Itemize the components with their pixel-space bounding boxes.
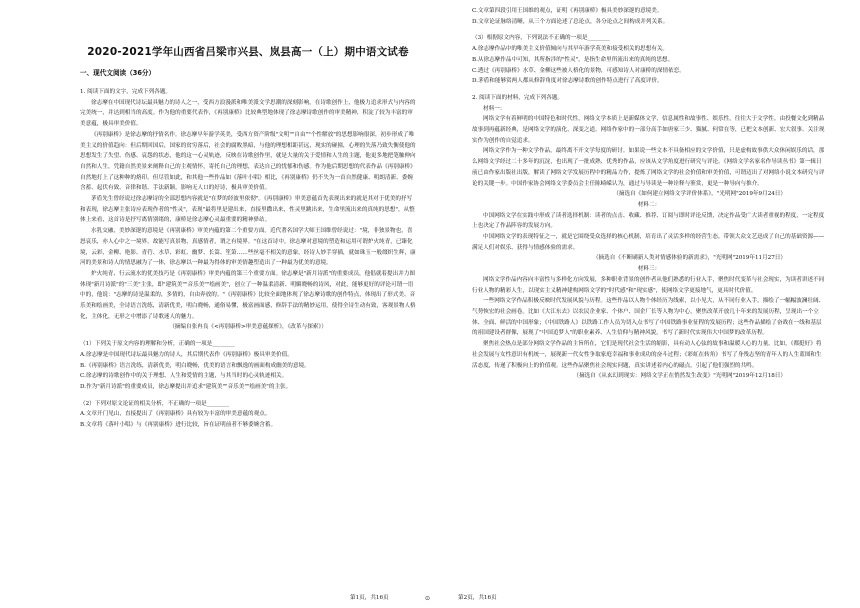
option-c: C.徐志摩的诗歌创作中的关于理想、人生和爱情的主题，与其当时的心灵轨迹相关。 <box>80 373 288 380</box>
material-source: （摘选自《不断刷新人类对情感体验的新需求》，"光明网"2019年11月27日） <box>592 255 786 262</box>
material-paragraph: 中国网络文学在实践中形成了读者选择机制：读者的点击、收藏、推荐、订阅与即时评论反馈，决定作品受广大读者重视的程度，一定程度上也决定了作品阵容的发展方向。 <box>472 212 825 230</box>
passage-paragraph: 水乳交融，美妙深邃的意境是《再别康桥》审美内蕴的第二个重要方面。近代著名国学大师王国维曾经说过："境，非独景物也，喜怒哀乐，亦人心中之一境界，故能写真景物，真感情者，谓之有境界。"在这首诗中，徐志摩对意境的塑造和运用可谓炉火纯青，已臻化境，云彩、金柳、艳影、青荇、水草、彩虹、幽梦、长篙、笙箫……些丝毫不相关的意象，经诗人妙手穿插，就如珠玉一般缀织生辉，康河的美景和诗人的情思融为了一体，徐志摩以一种最为得体的审美情趣塑造出了一种最为优美的意境。 <box>80 228 416 267</box>
material-paragraph: 网络文学作品内容向丰富性与多样化方向发展，多种职业背景的创作者从他们熟悉的行业入手，聚焦时代变革与社会现实，为读者讲述不同行业人物的精彩人生，以现实主义精神建构网络文学的"时代感"和"现实感"，使网络文学更接地气，更具时代价值。 <box>472 276 825 294</box>
option-b: B.《再别康桥》语言洗练，清新优美，明白晓畅，优美的语言和飘逸的画面构成幽美的意境。 <box>80 362 310 369</box>
option-a: A.文章开门见山，直接提出了《再别康桥》具有较为丰富的审美意蕴的观点。 <box>80 411 271 418</box>
question-stem: （1）下列关于原文内容的理解和分析，正确的一项是________ <box>80 341 235 348</box>
option-a: A.徐志摩是中国现代诗坛最具魅力的诗人，其后期代表作《再别康桥》极具审美价值。 <box>80 351 293 358</box>
question-1-intro: 1. 阅读下面的文字，完成下列各题。 <box>80 89 172 95</box>
question-stem: （3）根据原文内容，下列说法不正确的一项是________ <box>472 35 610 42</box>
material-source: （摘选自《从玄幻到现实：网络文学正在悄然发生改变》"光明网"2019年12月18日） <box>573 373 786 380</box>
passage-paragraph: 《再别康桥》是徐志摩的抒情名作。徐志摩早年游学英美，受西方资产阶级"文明""自由""个性解放"的思想影响很深，初步形成了唯美主义的价值趋向：但后期回国后，国家的贫穷落后，社会的腐败黑暗，与他的理想相距甚远，现实的碰撞，心理的失落乃致失衡使他的思想发生了失望、伤感、哀怨的状态，他的这一心灵轨迹，反映在诗歌创作里，就是大量的关于爱情和人生的主题，他更多地把笔触伸向自然和人生，凭籍自然美景来阐释自己的主观情怀，寄托自己的理想，表达自己的忧郁和伤感。作为他后期思想的代表作品《再别康桥》自然地打上了这种种的烙印。但尽管如此，和其他一些作品如《落叶小唱》相比，《再别康桥》仍不失为一首自然健康、明朗清新、委婉含蓄、起伏有致、音律和谐、手法新颖，影响无人口的好诗，极具审美价值。 <box>80 131 416 192</box>
passage-paragraph: 炉火纯青、行云流水的优美技巧是《再别康桥》审美内蕴的第三个重要方面。徐志摩是"新月诗派"的重要成员，他倡就着提出并力图体现"新月诗派"的"三美"主张，即"建筑美""音乐美""绘画美"，创立了一种温柔清新、明媚晓畅的诗风，对此，能够更好的评论可谓一语中的，他说："志摩的诗是温柔的，多情的，自由奔放的。"《再别康桥》比较全面地体现了徐志摩诗歌的创作特点，体现出了形式美、音乐美和绘画美，全诗语言洗练，清新优美，明白晓畅，通俗易懂，极富画面感，修辞手法的精妙运用，使得全诗生动有致，客观景物人格化，主体化，无形之中增添了诗歌迷人的魅力。 <box>80 270 416 320</box>
material-paragraph: 聚焦社会热点是部分网络文学作品的主旨所在，它们是现代社会生活的缩影，具有动人心弦的故事和温暖人心的力量。比如，《都挺好》将社会发展与女性意识有机统一，展现新一代女性争取家庭幸福和事业成功的奋斗过程；《彩虹在转角》书写了身残志坚的青年人的人生蓝图和生活态度，传递了积极向上的价值观。这些作品聚焦社会现实问题，真实讲述着内心的磁点，引起了他们强烈的共鸣。 <box>472 341 822 369</box>
option-c: C.透过《再别康桥》水草、金柳这些被人格化的景物，可感知诗人对康桥的深情依恋。 <box>472 67 685 74</box>
question-stem: （2）下列对原文论证的相关分析，不正确的一项是________ <box>80 400 229 407</box>
material-paragraph: 中国网络文学的表现特征之一，就是它围绕受众选择的核心机制，培育出了灵活多样的经营生态，带领大众文艺迅成了自己的基础资源——满足人们对娱乐、获得与情感体验的需求。 <box>472 234 825 251</box>
material-label: 材料三： <box>637 266 661 273</box>
material-source: （摘选自《如何建立网络文学评价体系》，"光明网"2019年9月24日） <box>613 191 786 198</box>
material-label: 材料二： <box>637 201 661 208</box>
material-paragraph: 一些网络文学作品积极反映时代发展风貌与历程。这些作品以人物个体经历为线索，以小见大，从不同行业入手，描绘了一幅幅波澜壮阔、气势恢宏的社会画卷。比如《大江东去》以农民企业家、个体户、国企厂长等人物为中心，聚焦改革开放几十年来的发展历程，呈现出一个立体、全面、鲜活的中国形象；《中国铁路人》以铁路工作人员为切入点书写了中国铁路事业征程的发展历程；这些作品描绘了奋战在一线和基层的祖国建设者群像，展现了"中国追梦人"的职业素养、人生信仰与精神风貌，书写了新时代实现伟大中国梦的改革历程。 <box>472 298 825 337</box>
material-paragraph: 网络文学有着鲜明的中国特色和时代性，网络文学本质上是新媒体文学，信息属性和故事性、娱乐性，往往大于文学性。由投餐文化到精品故事到再蕴新经典，是网络文学的演化、深变之道。网络作家中的一部分高手如唐家三少、猫腻、何常在等，已把文本创新、宏大叙事、关注现实作为创作的自觉追求。 <box>472 116 825 144</box>
material-label: 材料一： <box>483 105 506 112</box>
option-b: B.从徐志摩作品中可知，其所指涉的"性灵"，是指生命里所流出来的真纯的思想。 <box>472 56 674 63</box>
material-paragraph: 网络文学作为一种文学作品，最终离不开文学每度的研讨。如果说一些文本不具备相应的文学价值，只是虚构故事供大众休闲娱乐的话，那么网络文学经过二十多年的沉淀，也出现了一批成熟、优秀的作品，应该从文学角度进行研究与评论。《网络文学名家名作导读丛书》第一辑日前已由作家出版社出版，解读了网络文学发展历程中的精品力作，提炼了网络文学的社会价值和审美价值，可谓迈出了对网络小说文本研究与评论的关键一步。中国作家协会网络文学委员会主任陈崎嵘认为，通过与导读是一种诠释与鉴赏，更是一种导向与推介。 <box>472 148 825 187</box>
passage-paragraph: 茅盾先生曾经说过徐志摩诗的全部思想内容就是"在梦的经波里依彻"。《再别康桥》审美意蕴首先表现出来的就是其对于优美的抒写和表现，徐志摩主张诗应表现作者的"性灵"，表现"最将里是建出来，直接里撒出来，性灵里跳出来，生命里流出来的真纯的思想"，从整体上来看，这首诗是抒写离情别绪的，康桥是徐志摩心灵最重要的精神驿站。 <box>80 196 415 224</box>
option-b: B.文章将《落叶小唱》与《再别康桥》进行比较，旨在证明前者不够委婉含蓄。 <box>80 422 277 429</box>
option-d: D.文章论证脉络清晰，从三个方面论述了总论点，各分论点之间构成并列关系。 <box>472 18 669 25</box>
question-2-intro: 2. 阅读下面的材料，完成下列各题。 <box>472 94 564 101</box>
page-number-left: 第1页，共16页 <box>350 595 389 601</box>
option-d: D.作为"新月诗派"的重要成员，徐志摩提出并追求"建筑美""音乐美""绘画美"的主张。 <box>80 383 292 390</box>
right-page <box>430 0 860 608</box>
passage-paragraph: 徐志摩在中国现代诗坛最具魅力的诗人之一，受西方浪漫派和唯美派文学思潮的深刻影响，在诗歌创作上，他极力追求形式与内容的完美统一，并达到相当的高度。作为他的重要代表作，《再别康桥》比较典型地体现了徐志摩诗歌创作的审美精神，积淀了较为丰富的审美意蕴，极具审美价值。 <box>80 99 416 128</box>
page-number-right: 第2页，共16页 <box>458 595 497 601</box>
section-heading: 一、现代文阅读（36分） <box>80 69 156 77</box>
exam-title: 2020-2021学年山西省吕梁市兴县、岚县高一（上）期中语文试卷 <box>87 46 409 58</box>
option-c: C.文章第四段引用王国维的观点，证明《再别康桥》极具美妙深邃的意境美。 <box>472 8 663 14</box>
passage-source: （摘编自张冉良《<再别康桥>审美意蕴探析》，《改革与探索》） <box>169 324 327 331</box>
page-divider-icon: ⊙ <box>425 595 431 602</box>
option-d: D.茅盾和能够赏两人都从修辞角度对徐志摩诗歌的创作特点进行了高度评价。 <box>472 78 663 85</box>
option-a: A.徐志摩作品中的唯美主义价值倾向与其早年游学英美和接受相关的思想有关。 <box>472 46 669 53</box>
